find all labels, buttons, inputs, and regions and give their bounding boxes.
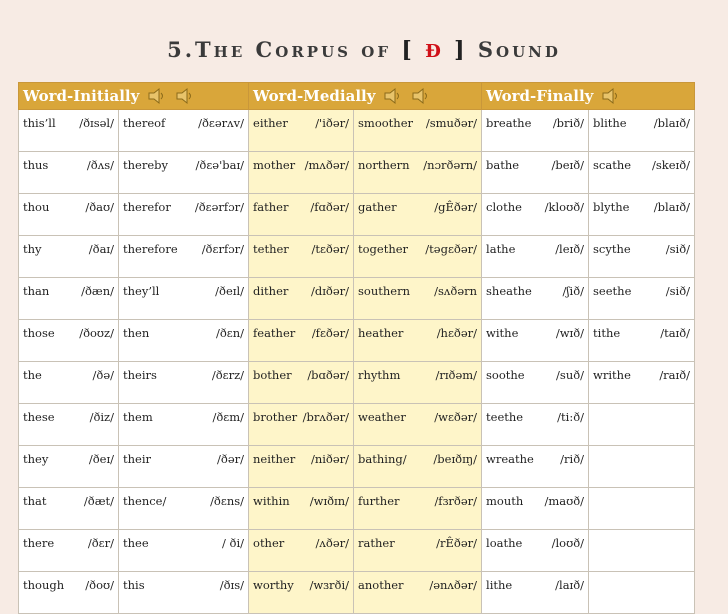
word-cell bbox=[19, 572, 119, 614]
word-cell bbox=[589, 488, 695, 530]
word-text: thy bbox=[23, 242, 42, 256]
word-cell bbox=[19, 320, 119, 362]
transcription-text: /ðeɪ/ bbox=[88, 452, 114, 466]
speaker-icon[interactable] bbox=[175, 87, 195, 105]
word-text: rather bbox=[358, 536, 395, 550]
table-row bbox=[19, 446, 695, 488]
word-text: the bbox=[23, 368, 42, 382]
word-cell bbox=[119, 152, 249, 194]
word-text: smoother bbox=[358, 116, 413, 130]
word-cell bbox=[249, 488, 354, 530]
word-text: though bbox=[23, 578, 65, 592]
word-text: feather bbox=[253, 326, 296, 340]
table-row bbox=[19, 362, 695, 404]
word-text: rhythm bbox=[358, 368, 401, 382]
word-text: worthy bbox=[253, 578, 294, 592]
word-cell bbox=[19, 530, 119, 572]
transcription-text: /suð/ bbox=[556, 368, 585, 382]
transcription-text: /ðər/ bbox=[217, 452, 245, 466]
word-text: thus bbox=[23, 158, 49, 172]
word-cell bbox=[589, 530, 695, 572]
speaker-icon[interactable] bbox=[411, 87, 431, 105]
word-text: breathe bbox=[486, 116, 532, 130]
transcription-text: /bɑðər/ bbox=[307, 368, 350, 382]
table-row bbox=[19, 278, 695, 320]
word-cell bbox=[354, 110, 482, 152]
word-cell bbox=[589, 446, 695, 488]
transcription-text: /'iðər/ bbox=[315, 116, 350, 130]
word-text: brother bbox=[253, 410, 298, 424]
word-text: mother bbox=[253, 158, 296, 172]
word-cell bbox=[19, 110, 119, 152]
transcription-text: /ðoʊ/ bbox=[85, 578, 114, 592]
transcription-text: /təgɛðər/ bbox=[425, 242, 478, 256]
word-cell bbox=[482, 530, 589, 572]
transcription-text: /ðʌs/ bbox=[86, 158, 114, 172]
word-cell bbox=[482, 278, 589, 320]
word-text: clothe bbox=[486, 200, 522, 214]
word-text: northern bbox=[358, 158, 410, 172]
word-text: scythe bbox=[593, 242, 631, 256]
transcription-text: /kloʊð/ bbox=[544, 200, 585, 214]
transcription-text: /ðaɪ/ bbox=[88, 242, 114, 256]
transcription-text: /ti:ð/ bbox=[557, 410, 585, 424]
word-cell bbox=[249, 236, 354, 278]
word-cell bbox=[19, 362, 119, 404]
word-text: father bbox=[253, 200, 289, 214]
transcription-text: /ðeɪl/ bbox=[215, 284, 245, 298]
word-cell bbox=[589, 236, 695, 278]
transcription-text: /wɛðər/ bbox=[434, 410, 478, 424]
transcription-text: /hɛðər/ bbox=[436, 326, 478, 340]
word-cell bbox=[249, 152, 354, 194]
word-text: therefor bbox=[123, 200, 171, 214]
word-text: these bbox=[23, 410, 55, 424]
transcription-text: /fɜrðər/ bbox=[434, 494, 478, 508]
word-cell bbox=[482, 110, 589, 152]
transcription-text: /ðɛrfɔr/ bbox=[201, 242, 245, 256]
word-cell bbox=[354, 404, 482, 446]
word-text: there bbox=[23, 536, 55, 550]
word-text: withe bbox=[486, 326, 519, 340]
word-cell bbox=[354, 152, 482, 194]
transcription-text: /wɪð/ bbox=[555, 326, 585, 340]
transcription-text: /wɪðɪn/ bbox=[309, 494, 350, 508]
word-text: either bbox=[253, 116, 288, 130]
transcription-text: /loʊð/ bbox=[551, 536, 585, 550]
word-text: mouth bbox=[486, 494, 524, 508]
header-word-initially bbox=[19, 83, 249, 110]
table-row bbox=[19, 572, 695, 614]
header-word-medially bbox=[249, 83, 482, 110]
transcription-text: /tɛðər/ bbox=[311, 242, 350, 256]
word-cell bbox=[354, 194, 482, 236]
word-cell bbox=[354, 236, 482, 278]
word-text: further bbox=[358, 494, 400, 508]
word-cell bbox=[354, 320, 482, 362]
transcription-text: /niðər/ bbox=[310, 452, 350, 466]
word-cell bbox=[249, 572, 354, 614]
word-text: thou bbox=[23, 200, 50, 214]
word-text: sheathe bbox=[486, 284, 532, 298]
corpus-table bbox=[18, 82, 695, 614]
transcription-text: /skeɪð/ bbox=[652, 158, 691, 172]
word-text: tithe bbox=[593, 326, 621, 340]
word-text: them bbox=[123, 410, 153, 424]
word-text: therefore bbox=[123, 242, 178, 256]
word-text: thee bbox=[123, 536, 149, 550]
transcription-text: /ðæt/ bbox=[83, 494, 114, 508]
word-cell bbox=[249, 446, 354, 488]
word-text: lithe bbox=[486, 578, 513, 592]
transcription-text: /ðæn/ bbox=[81, 284, 114, 298]
word-text: together bbox=[358, 242, 409, 256]
header-word-finally bbox=[482, 83, 695, 110]
word-text: bother bbox=[253, 368, 292, 382]
transcription-text: /beɪð/ bbox=[551, 158, 585, 172]
word-cell bbox=[249, 110, 354, 152]
transcription-text: /dɪðər/ bbox=[311, 284, 350, 298]
speaker-icon[interactable] bbox=[147, 87, 167, 105]
word-text: southern bbox=[358, 284, 410, 298]
word-cell bbox=[482, 404, 589, 446]
word-cell bbox=[119, 530, 249, 572]
word-text: writhe bbox=[593, 368, 631, 382]
word-cell bbox=[119, 488, 249, 530]
word-text: this bbox=[123, 578, 145, 592]
word-cell bbox=[589, 278, 695, 320]
word-text: within bbox=[253, 494, 290, 508]
transcription-text: /laɪð/ bbox=[555, 578, 585, 592]
transcription-text: /mʌðər/ bbox=[304, 158, 350, 172]
title-bracket-open: [ bbox=[401, 37, 415, 63]
transcription-text: /ðɪsəl/ bbox=[79, 116, 114, 130]
transcription-text: /ðɛərʌv/ bbox=[198, 116, 245, 130]
transcription-text: /brʌðər/ bbox=[302, 410, 350, 424]
transcription-text: /ðɛrz/ bbox=[211, 368, 245, 382]
transcription-text: /ðɛərfɔr/ bbox=[194, 200, 245, 214]
transcription-text: /ðɛn/ bbox=[215, 326, 245, 340]
word-text: tether bbox=[253, 242, 289, 256]
word-text: they bbox=[23, 452, 49, 466]
word-text: scathe bbox=[593, 158, 632, 172]
table-body bbox=[19, 110, 695, 614]
transcription-text: /taɪð/ bbox=[660, 326, 691, 340]
word-cell bbox=[482, 446, 589, 488]
word-cell bbox=[19, 446, 119, 488]
speaker-icon[interactable] bbox=[601, 87, 621, 105]
header-label-medially: Word-Medially bbox=[253, 87, 376, 105]
transcription-text: /ðaʊ/ bbox=[85, 200, 114, 214]
word-cell bbox=[589, 572, 695, 614]
word-text: thence/ bbox=[123, 494, 167, 508]
transcription-text: /wɜrði/ bbox=[309, 578, 350, 592]
table-row bbox=[19, 488, 695, 530]
transcription-text: /ðɛə'baɪ/ bbox=[195, 158, 245, 172]
word-text: lathe bbox=[486, 242, 516, 256]
transcription-text: /ʌðər/ bbox=[315, 536, 350, 550]
word-text: this’ll bbox=[23, 116, 56, 130]
transcription-text: /leɪð/ bbox=[555, 242, 585, 256]
transcription-text: /brið/ bbox=[552, 116, 585, 130]
word-text: teethe bbox=[486, 410, 524, 424]
word-cell bbox=[119, 110, 249, 152]
word-cell bbox=[119, 404, 249, 446]
word-text: other bbox=[253, 536, 285, 550]
header-row bbox=[19, 83, 695, 110]
word-text: neither bbox=[253, 452, 296, 466]
word-text: thereby bbox=[123, 158, 168, 172]
transcription-text: /ðə/ bbox=[92, 368, 114, 382]
word-cell bbox=[249, 278, 354, 320]
word-cell bbox=[119, 236, 249, 278]
transcription-text: /rÊðər/ bbox=[436, 536, 478, 550]
word-cell bbox=[119, 572, 249, 614]
word-cell bbox=[249, 362, 354, 404]
word-cell bbox=[19, 236, 119, 278]
header-label-finally: Word-Finally bbox=[486, 87, 594, 105]
word-cell bbox=[589, 152, 695, 194]
transcription-text: /sʌðərn bbox=[434, 284, 478, 298]
word-text: wreathe bbox=[486, 452, 534, 466]
word-text: soothe bbox=[486, 368, 525, 382]
transcription-text: /fɛðər/ bbox=[311, 326, 350, 340]
word-cell bbox=[589, 404, 695, 446]
word-text: dither bbox=[253, 284, 289, 298]
table-row bbox=[19, 110, 695, 152]
word-text: seethe bbox=[593, 284, 632, 298]
word-cell bbox=[19, 278, 119, 320]
transcription-text: /smuðər/ bbox=[425, 116, 478, 130]
table-row bbox=[19, 152, 695, 194]
word-text: gather bbox=[358, 200, 397, 214]
transcription-text: / ði/ bbox=[222, 536, 245, 550]
transcription-text: /ðiz/ bbox=[89, 410, 114, 424]
transcription-text: /beɪðɪŋ/ bbox=[433, 452, 478, 466]
word-text: their bbox=[123, 452, 152, 466]
word-cell bbox=[482, 320, 589, 362]
word-cell bbox=[119, 362, 249, 404]
speaker-icon[interactable] bbox=[383, 87, 403, 105]
word-cell bbox=[249, 320, 354, 362]
word-cell bbox=[249, 194, 354, 236]
word-cell bbox=[482, 362, 589, 404]
word-text: thereof bbox=[123, 116, 166, 130]
transcription-text: /sið/ bbox=[665, 242, 691, 256]
title-text: 5.The Corpus of bbox=[167, 37, 392, 62]
word-cell bbox=[482, 236, 589, 278]
transcription-text: /ʃið/ bbox=[562, 284, 585, 298]
word-cell bbox=[119, 446, 249, 488]
transcription-text: /rɪðəm/ bbox=[435, 368, 478, 382]
word-cell bbox=[19, 152, 119, 194]
transcription-text: /nɔrðərn/ bbox=[423, 158, 478, 172]
word-cell bbox=[119, 194, 249, 236]
word-text: than bbox=[23, 284, 50, 298]
word-text: then bbox=[123, 326, 150, 340]
word-text: another bbox=[358, 578, 404, 592]
title-bracket-close: ] bbox=[454, 37, 468, 63]
word-cell bbox=[589, 110, 695, 152]
word-text: blythe bbox=[593, 200, 630, 214]
word-text: bathing/ bbox=[358, 452, 407, 466]
table-row bbox=[19, 530, 695, 572]
transcription-text: /maʊð/ bbox=[544, 494, 585, 508]
transcription-text: /sið/ bbox=[665, 284, 691, 298]
word-text: loathe bbox=[486, 536, 523, 550]
word-cell bbox=[482, 572, 589, 614]
word-text: they’ll bbox=[123, 284, 160, 298]
transcription-text: /ðoʊz/ bbox=[79, 326, 114, 340]
word-cell bbox=[249, 404, 354, 446]
transcription-text: /ðɛm/ bbox=[212, 410, 245, 424]
table-row bbox=[19, 194, 695, 236]
transcription-text: /ðɪs/ bbox=[219, 578, 245, 592]
transcription-text: /gÊðər/ bbox=[434, 200, 478, 214]
word-cell bbox=[482, 194, 589, 236]
transcription-text: /ðɛns/ bbox=[210, 494, 245, 508]
word-text: theirs bbox=[123, 368, 157, 382]
word-cell bbox=[589, 194, 695, 236]
word-cell bbox=[589, 320, 695, 362]
word-cell bbox=[482, 152, 589, 194]
transcription-text: /ðɛr/ bbox=[87, 536, 114, 550]
word-text: those bbox=[23, 326, 55, 340]
transcription-text: /rið/ bbox=[560, 452, 585, 466]
slide-title bbox=[0, 34, 728, 74]
word-text: weather bbox=[358, 410, 406, 424]
word-cell bbox=[482, 488, 589, 530]
table-row bbox=[19, 236, 695, 278]
word-cell bbox=[354, 278, 482, 320]
word-cell bbox=[354, 572, 482, 614]
word-cell bbox=[354, 488, 482, 530]
table-row bbox=[19, 404, 695, 446]
table-row bbox=[19, 320, 695, 362]
transcription-text: /blaɪð/ bbox=[653, 200, 691, 214]
transcription-text: /blaɪð/ bbox=[653, 116, 691, 130]
word-cell bbox=[589, 362, 695, 404]
word-cell bbox=[19, 194, 119, 236]
word-cell bbox=[249, 530, 354, 572]
header-label-initially: Word-Initially bbox=[23, 87, 140, 105]
word-cell bbox=[19, 404, 119, 446]
word-cell bbox=[354, 362, 482, 404]
title-symbol: ð bbox=[425, 34, 444, 64]
word-cell bbox=[354, 530, 482, 572]
transcription-text: /ənʌðər/ bbox=[429, 578, 478, 592]
transcription-text: /fɑðər/ bbox=[310, 200, 350, 214]
word-cell bbox=[119, 278, 249, 320]
word-text: bathe bbox=[486, 158, 520, 172]
word-cell bbox=[19, 488, 119, 530]
word-text: that bbox=[23, 494, 47, 508]
transcription-text: /raɪð/ bbox=[659, 368, 691, 382]
title-tail: Sound bbox=[477, 37, 561, 62]
word-text: blithe bbox=[593, 116, 627, 130]
word-text: heather bbox=[358, 326, 404, 340]
word-cell bbox=[354, 446, 482, 488]
word-cell bbox=[119, 320, 249, 362]
